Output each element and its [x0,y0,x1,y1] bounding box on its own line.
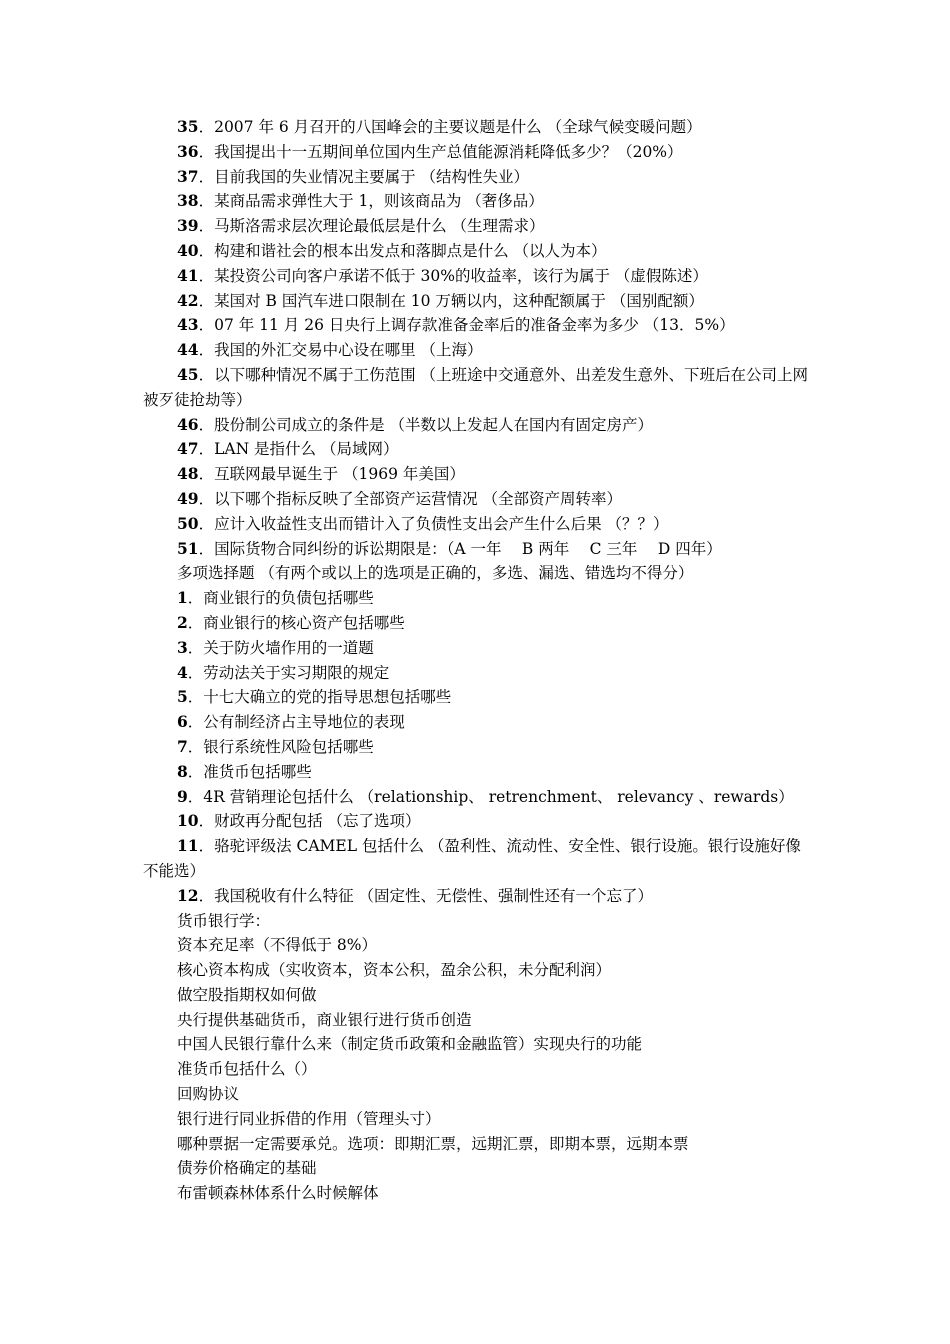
question-number: 3 [177,637,188,657]
question-text: ．劳动法关于实习期限的规定 [187,663,390,682]
note-text: 准货币包括什么（） [177,1060,317,1079]
question-text: ．以下哪种情况不属于工伤范围 （上班途中交通意外、出差发生意外、下班后在公司上网被歹徒抢劫等） [143,365,809,409]
mc-question-2 [143,611,815,636]
question-number: 8 [177,761,188,781]
note-text: 中国人民银行靠什么来（制定货币政策和金融监管）实现央行的功能 [177,1035,643,1054]
question-text: ．某国对 B 国汽车进口限制在 10 万辆以内，这种配额属于 （国别配额） [198,291,704,310]
note-line [143,958,815,983]
question-number: 49 [177,488,199,508]
question-number: 42 [177,290,199,310]
question-text: ．商业银行的核心资产包括哪些 [187,613,405,632]
question-36 [143,140,815,165]
question-number: 2 [177,612,188,632]
question-text: ．骆驼评级法 CAMEL 包括什么 （盈利性、流动性、安全性、银行设施。银行设施好像不能选） [143,837,801,880]
mc-question-10 [143,809,815,834]
mc-question-7 [143,735,815,760]
question-text: ．我国税收有什么特征 （固定性、无偿性、强制性还有一个忘了） [198,886,654,905]
note-text: 债券价格确定的基础 [177,1159,317,1178]
note-text: 央行提供基础货币，商业银行进行货币创造 [177,1010,472,1029]
mc-question-1 [143,586,815,611]
mc-question-5 [143,685,815,710]
question-51 [143,537,815,562]
question-number: 44 [177,340,199,360]
question-number: 39 [177,216,199,236]
note-line [143,1032,815,1057]
question-text: ．马斯洛需求层次理论最低层是什么 （生理需求） [198,217,545,236]
question-number: 10 [177,811,199,831]
note-text: 做空股指期权如何做 [177,985,317,1004]
question-text: ．07 年 11 月 26 日央行上调存款准备金率后的准备金率为多少 （13．5%） [198,316,735,335]
note-text: 回购协议 [177,1085,240,1104]
question-number: 45 [177,364,199,384]
question-number: 40 [177,240,199,260]
question-41 [143,264,815,289]
question-number: 9 [177,786,188,806]
question-39 [143,214,815,239]
section-heading-text: 货币银行学： [177,911,271,930]
mc-question-6 [143,710,815,735]
question-49 [143,487,815,512]
question-40 [143,239,815,264]
question-number: 46 [177,414,199,434]
question-text: ．某商品需求弹性大于 1，则该商品为 （奢侈品） [198,192,544,211]
section-heading-text: 多项选择题 （有两个或以上的选项是正确的，多选、漏选、错选均不得分） [177,564,694,583]
section-heading-money-banking [143,909,815,934]
question-text: ．LAN 是指什么 （局域网） [198,440,399,459]
question-text: ．公有制经济占主导地位的表现 [187,713,405,732]
question-text: ．以下哪个指标反映了全部资产运营情况 （全部资产周转率） [198,489,623,508]
question-47 [143,437,815,462]
note-text: 布雷顿森林体系什么时候解体 [177,1184,379,1203]
mc-question-8 [143,760,815,785]
question-35 [143,115,815,140]
question-37 [143,165,815,190]
note-line [143,1107,815,1132]
question-number: 5 [177,687,188,707]
question-number: 6 [177,712,188,732]
note-line [143,1008,815,1033]
question-text: ．我国的外汇交易中心设在哪里 （上海） [198,341,483,360]
mc-question-12 [143,884,815,909]
question-number: 4 [177,662,188,682]
question-50 [143,512,815,537]
question-text: ．银行系统性风险包括哪些 [187,737,374,756]
question-46 [143,413,815,438]
question-45 [143,363,815,413]
question-text: ．关于防火墙作用的一道题 [187,638,374,657]
mc-question-4 [143,661,815,686]
question-number: 38 [177,191,199,211]
question-text: ．我国提出十一五期间单位国内生产总值能源消耗降低多少？（20%） [198,142,683,161]
question-text: ．国际货物合同纠纷的诉讼期限是：（A 一年 B 两年 C 三年 D 四年） [198,539,722,558]
question-text: ．构建和谐社会的根本出发点和落脚点是什么 （以人为本） [198,241,607,260]
question-text: ．应计入收益性支出而错计入了负债性支出会产生什么后果 （？？） [198,514,669,533]
question-43 [143,313,815,338]
mc-question-9 [143,785,815,810]
section-heading-multiple-choice [143,561,815,586]
question-number: 1 [177,588,188,608]
note-line [143,1132,815,1157]
question-text: ．2007 年 6 月召开的八国峰会的主要议题是什么 （全球气候变暖问题） [198,118,702,136]
question-text: ．商业银行的负债包括哪些 [187,589,374,608]
question-number: 36 [177,141,199,161]
question-text: ．目前我国的失业情况主要属于 （结构性失业） [198,167,530,186]
note-text: 银行进行同业拆借的作用（管理头寸） [177,1109,441,1128]
note-line [143,1082,815,1107]
question-42 [143,289,815,314]
note-line [143,1156,815,1181]
question-number: 37 [177,166,199,186]
question-number: 41 [177,265,199,285]
question-48 [143,462,815,487]
note-text: 核心资本构成（实收资本，资本公积，盈余公积，未分配利润） [177,961,612,980]
question-text: ．财政再分配包括 （忘了选项） [198,812,421,831]
question-number: 43 [177,315,199,335]
note-line [143,933,815,958]
question-text: ．股份制公司成立的条件是 （半数以上发起人在国内有固定房产） [198,415,654,434]
question-number: 35 [177,117,199,136]
question-text: ．某投资公司向客户承诺不低于 30%的收益率，该行为属于 （虚假陈述） [198,266,708,285]
mc-question-11 [143,834,815,884]
note-line [143,1181,815,1206]
question-number: 48 [177,464,199,484]
question-text: ．准货币包括哪些 [187,762,312,781]
question-number: 50 [177,513,199,533]
mc-question-3 [143,636,815,661]
question-number: 12 [177,885,199,905]
question-38 [143,189,815,214]
question-44 [143,338,815,363]
note-line [143,1057,815,1082]
question-number: 51 [177,538,199,558]
note-text: 资本充足率（不得低于 8%） [177,936,378,955]
question-text: ．4R 营销理论包括什么 （relationship、 retrenchment、 relevancy 、rewards） [187,787,794,806]
note-line [143,983,815,1008]
question-text: ．十七大确立的党的指导思想包括哪些 [187,688,452,707]
question-text: ．互联网最早诞生于 （1969 年美国） [198,465,465,484]
question-number: 11 [177,836,199,856]
note-text: 哪种票据一定需要承兑。选项：即期汇票，远期汇票，即期本票，远期本票 [177,1134,689,1153]
question-number: 7 [177,736,188,756]
question-number: 47 [177,439,199,459]
document-body [143,115,815,1206]
